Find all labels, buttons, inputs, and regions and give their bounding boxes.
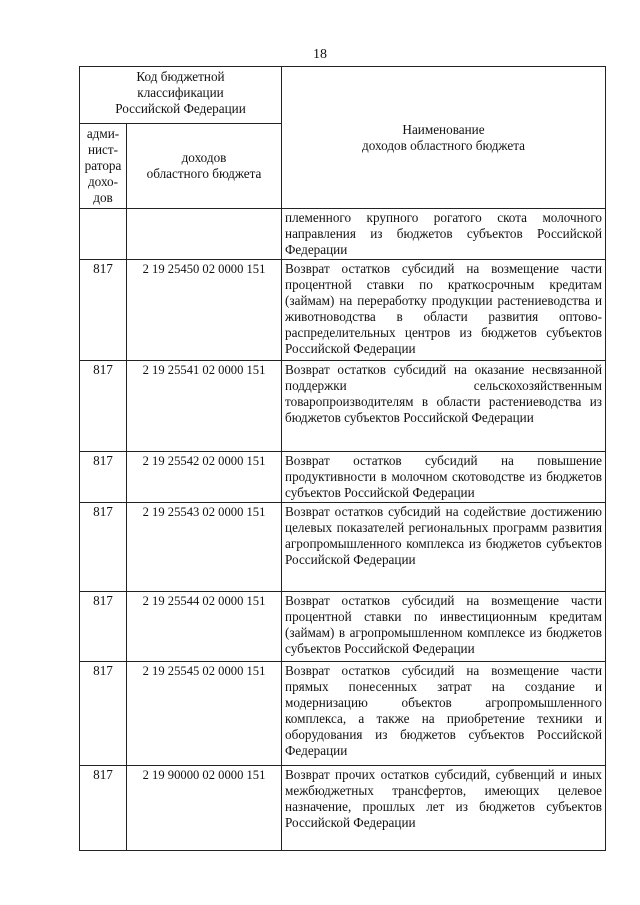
income-code-cell: 2 19 25541 02 0000 151 bbox=[127, 361, 282, 452]
table-row bbox=[80, 209, 606, 260]
header-regional-income bbox=[127, 124, 282, 209]
table-row bbox=[80, 503, 606, 592]
header-admin-label: адми- нист- ратора дохо- дов bbox=[84, 126, 122, 205]
income-description-cell: Возврат остатков субсидий на содействие достижению целевых показателей региональных программ развития агропромышленного комплекса из бюджетов субъектов Российской Федерации bbox=[282, 503, 606, 592]
header-name-label: Наименование доходов областного бюджета bbox=[362, 121, 525, 153]
income-code-cell bbox=[127, 209, 282, 260]
admin-code-cell: 817 bbox=[80, 260, 127, 361]
admin-code-cell: 817 bbox=[80, 662, 127, 766]
table-row bbox=[80, 592, 606, 662]
income-code-cell: 2 19 90000 02 0000 151 bbox=[127, 766, 282, 851]
admin-code-cell: 817 bbox=[80, 592, 127, 662]
table-row bbox=[80, 662, 606, 766]
table-header-row-1 bbox=[80, 67, 606, 124]
income-code-cell: 2 19 25450 02 0000 151 bbox=[127, 260, 282, 361]
table-row bbox=[80, 766, 606, 851]
header-group-label: Код бюджетной классификации Российской Федерации bbox=[115, 69, 246, 116]
income-code-cell: 2 19 25542 02 0000 151 bbox=[127, 452, 282, 503]
page-number: 18 bbox=[313, 47, 327, 62]
income-description-cell: Возврат остатков субсидий на возмещение части процентной ставки по инвестиционным кредитам (займам) в агропромышленном комплексе из бюджетов субъектов Российской Федерации bbox=[282, 592, 606, 662]
header-income-name bbox=[282, 67, 606, 209]
admin-code-cell: 817 bbox=[80, 361, 127, 452]
table-row bbox=[80, 452, 606, 503]
income-description-cell: племенного крупного рогатого скота молочного направления из бюджетов субъектов Российской Федерации bbox=[282, 209, 606, 260]
income-description-cell: Возврат прочих остатков субсидий, субвенций и иных межбюджетных трансфертов, имеющих целевое назначение, прошлых лет из бюджетов субъектов Российской Федерации bbox=[282, 766, 606, 851]
income-description-cell: Возврат остатков субсидий на возмещение части прямых понесенных затрат на создание и модернизацию объектов агропромышленного комплекса, а также на приобретение техники и оборудования из бюджетов субъектов Российской Федерации bbox=[282, 662, 606, 766]
admin-code-cell bbox=[80, 209, 127, 260]
income-description-cell: Возврат остатков субсидий на повышение продуктивности в молочном скотоводстве из бюджетов субъектов Российской Федерации bbox=[282, 452, 606, 503]
income-code-cell: 2 19 25543 02 0000 151 bbox=[127, 503, 282, 592]
income-code-cell: 2 19 25544 02 0000 151 bbox=[127, 592, 282, 662]
table-row bbox=[80, 260, 606, 361]
table-row bbox=[80, 361, 606, 452]
admin-code-cell: 817 bbox=[80, 503, 127, 592]
income-code-cell: 2 19 25545 02 0000 151 bbox=[127, 662, 282, 766]
income-description-cell: Возврат остатков субсидий на возмещение части процентной ставки по краткосрочным кредитам (займам) на переработку продукции растениеводства и животноводства в области развития оптово-распределительных центров из бюджетов субъектов Российской Федерации bbox=[282, 260, 606, 361]
admin-code-cell: 817 bbox=[80, 452, 127, 503]
header-income-label: доходов областного бюджета bbox=[146, 150, 262, 181]
header-administrator bbox=[80, 124, 127, 209]
income-description-cell: Возврат остатков субсидий на оказание несвязанной поддержки сельскохозяйственным товаропроизводителям в области растениеводства из бюджетов субъектов Российской Федерации bbox=[282, 361, 606, 452]
budget-classification-table bbox=[79, 66, 606, 851]
header-budget-classification-code bbox=[80, 67, 282, 124]
admin-code-cell: 817 bbox=[80, 766, 127, 851]
